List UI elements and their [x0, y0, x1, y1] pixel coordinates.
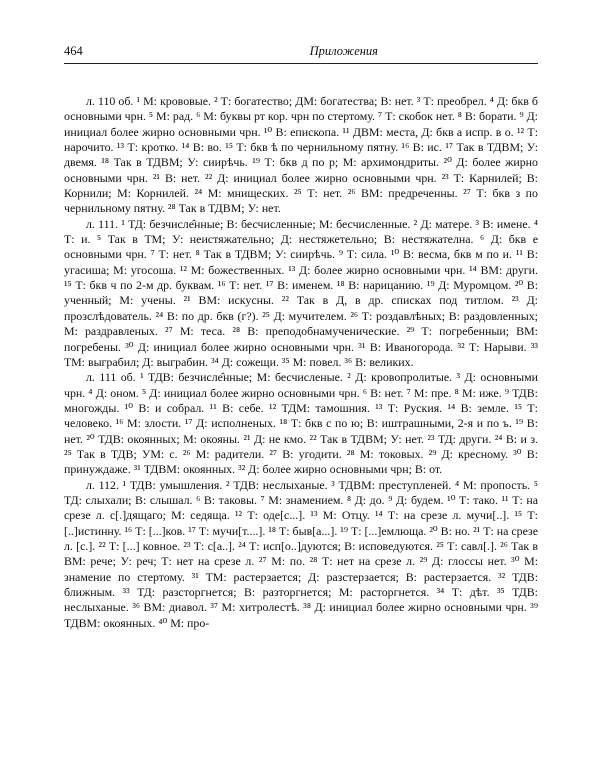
paragraph-leaf-112: л. 112. ¹ ТДВ: умышления. ² ТДВ: неслыханые. ³ ТДВМ: преступленей. ⁴ М: пропость. ⁵ ТД: слыхали; В: слышал. ⁶ В: таковы. ⁷ М: знамением. ⁸ Д: до. ⁹ Д: будем. ¹⁰ Т: тако. ¹¹ Т: на срезе л. с[.]дящаго; М: седяща. ¹² Т: оде[с...]. ¹³ М: Отцу. ¹⁴ Т: на срезе л. мучи[..]. ¹⁵ Т: [..]истинну. ¹⁶ Т: [...]ков. ¹⁷ Т: мучи[т....]. ¹⁸ Т: быв[а...]. ¹⁹ Т: [...]емлюща. ²⁰ В: но. ²¹ Т: на срезе л. [с.]. ²² Т: [...] ковное. ²³ Т: с[а..]. ²⁴ Т: исп[о..]дуются; В: исповедуются. ²⁵ Т: савл[.]. ²⁶ Так в ВМ: рече; У: реч; Т: нет на срезе л. ²⁷ М: по. ²⁸ Т: нет на срезе л. ²⁹ Д: глоссы нет. ³⁰ М: знамение по стертому. ³¹ ТМ: растерзается; Д: разстерзается; В: растерзается. ³² ТДВ: ближным. ³³ ТД: разсторгнется; В: разторгнется; М: расторгнется. ³⁴ Т: дѣт. ³⁵ ТДВ: неслыханые. ³⁶ ВМ: диавол. ³⁷ М: хитролестѣ. ³⁸ Д: инициал более жирно основными чрн. ³⁹ ТДВМ: окоянных. ⁴⁰ М: про- [64, 477, 538, 630]
page-number: 464 [64, 44, 83, 58]
running-title: Приложения [309, 44, 378, 58]
paragraph-leaf-111: л. 111. ¹ ТД: безчисле̂нные; В: бесчисленные; М: бесчисленные. ² Д: матере. ³ В: имене. ⁴ Т: и. ⁵ Так в ТМ; У: неистяжательно; Д: нестяжетельно; В: нестяжателна. ⁶ Д: бкв е основными чрн. ⁷ Т: нет. ⁸ Так в ТДВМ; У: сиирѣчь. ⁹ Т: сила. ¹⁰ В: весма, бкв м по и. ¹¹ В: угасиша; М: угосоша. ¹² М: божественных. ¹³ Д: более жирно основными чрн. ¹⁴ ВМ: други. ¹⁵ Т: бкв ч по 2-м др. буквам. ¹⁶ Т: нет. ¹⁷ В: именем. ¹⁸ В: нарицанию. ¹⁹ Д: Муромцом. ²⁰ В: ученный; М: учены. ²¹ ВМ: искусны. ²² Так в Д, в др. списках под титлом. ²³ Д: прозслѣдователь. ²⁴ В: по др. бкв (г?). ²⁵ Д: мучителем. ²⁶ Т: роздавлѣных; В: раздовленных; М: раздравленых. ²⁷ М: теса. ²⁸ В: преподобнамученическиe. ²⁹ Т: погребенныи; ВМ: погребены. ³⁰ Д: инициал более жирно основными чрн. ³¹ В: Иваногорода. ³² Т: Нарыви. ³³ ТМ: выграбил; Д: выграбин. ³⁴ Д: сожещи. ³⁵ М: повел. ³⁶ В: великих. [64, 216, 538, 369]
paragraph-leaf-111v: л. 111 об. ¹ ТДВ: безчисле̂нные; М: бесчисленые. ² Д: кровопролитые. ³ Д: основными чрн. ⁴ Д: оном. ⁵ Д: инициал более жирно основными чрн. ⁶ В: нет. ⁷ М: пре. ⁸ М: иже. ⁹ ТДВ: многожды. ¹⁰ В: и собрал. ¹¹ В: себе. ¹² ТДМ: тамошния. ¹³ Т: Руския. ¹⁴ В: земле. ¹⁵ Т: человеко. ¹⁶ М: злости. ¹⁷ Д: исполненых. ¹⁸ Т: бкв с по ю; В: иштрашными, 2-я и по ъ. ¹⁹ В: нет. ²⁰ ТДВ: окоянных; М: окояны. ²¹ Д: не кмо. ²² Так в ТДВМ; У: нет. ²³ ТД: други. ²⁴ В: и з. ²⁵ Так в ТДВ; УМ: с. ²⁶ М: радители. ²⁷ В: угодити. ²⁸ М: токовых. ²⁹ Д: кресному. ³⁰ В: принуждаже. ³¹ ТДВМ: окоянных. ³² Д: более жирно основными чрн; В: от. [64, 370, 538, 477]
running-header [64, 44, 538, 64]
document-body [64, 94, 538, 631]
document-page [64, 44, 538, 631]
paragraph-leaf-110v: л. 110 об. ¹ М: крововые. ² Т: богатество; ДМ: богатества; В: нет. ³ Т: преобрел. ⁴ Д: бкв б основными чрн. ⁵ М: рад. ⁶ М: буквы рт кор. чрн по стертому. ⁷ Т: скобок нет. ⁸ В: борати. ⁹ Д: инициал более жирно основными чрн. ¹⁰ В: епископа. ¹¹ ДВМ: места, Д: бкв а испр. в о. ¹² Т: нарочито. ¹³ Т: кротко. ¹⁴ В: во. ¹⁵ Т: бкв ѣ по чернильному пятну. ¹⁶ В: ис. ¹⁷ Так в ТДВМ; У: двемя. ¹⁸ Так в ТДВМ; У: сиирѣчь. ¹⁹ Т: бкв д по р; М: архимондриты. ²⁰ Д: более жирно основными чрн. ²¹ В: нет. ²² Д: инициал более жирно основными чрн. ²³ Т: Карнилей; В: Корнили; М: Корнилей. ²⁴ М: мнищеских. ²⁵ Т: нет. ²⁶ ВМ: предреченны. ²⁷ Т: бкв з по чернильному пятну. ²⁸ Так в ТДВМ; У: нет. [64, 94, 538, 216]
